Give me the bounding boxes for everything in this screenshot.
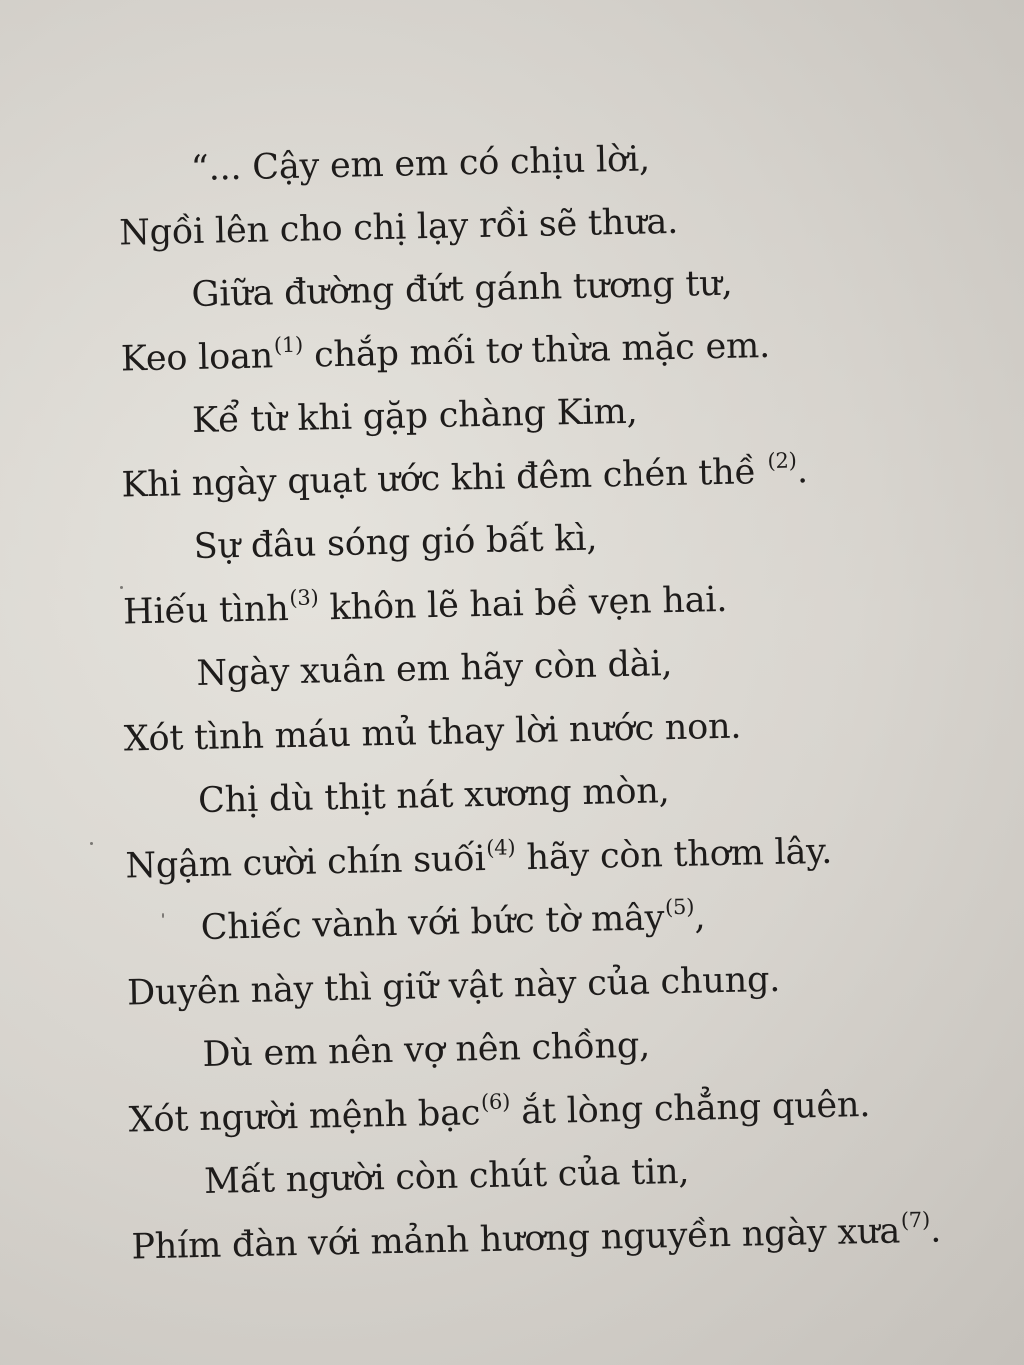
footnote-marker: (2) bbox=[767, 448, 797, 473]
footnote-marker: (4) bbox=[485, 835, 516, 860]
poem-line: Xót người mệnh bạc$^{(6)}$ ắt lòng chẳng quên. bbox=[128, 1084, 871, 1141]
poem-line: Hiếu tình$^{(3)}$ khôn lẽ hai bề vẹn hai. bbox=[122, 579, 728, 633]
poem-line: Chị dù thịt nát xương mòn, bbox=[197, 771, 670, 821]
footnote-marker: (3) bbox=[289, 585, 319, 611]
poem-line: “... Cậy em em có chịu lời, bbox=[190, 139, 651, 190]
poem-line: Kể từ khi gặp chàng Kim, bbox=[191, 391, 638, 442]
poem-line: Mất người còn chút của tin, bbox=[203, 1151, 690, 1202]
poem-line: Chiếc vành với bức tờ mây$^{(5)}$, bbox=[200, 894, 706, 948]
poem-line: Sự đâu sóng gió bất kì, bbox=[193, 518, 598, 568]
poem-excerpt bbox=[0, 107, 1024, 1268]
paper-speck bbox=[120, 586, 123, 589]
footnote-marker: (6) bbox=[480, 1089, 511, 1115]
footnote-marker: (7) bbox=[900, 1207, 931, 1233]
poem-line: Giữa đường đứt gánh tương tư, bbox=[191, 263, 733, 316]
poem-line: Duyên này thì giữ vật này của chung. bbox=[126, 959, 781, 1014]
poem-line: Phím đàn với mảnh hương nguyền ngày xưa$^{(7)}$. bbox=[131, 1207, 942, 1268]
footnote-marker: (1) bbox=[273, 332, 304, 358]
poem-line: Keo loan$^{(1)}$ chắp mối tơ thừa mặc em. bbox=[120, 325, 771, 380]
poem-line: Ngày xuân em hãy còn dài, bbox=[196, 644, 673, 695]
paper-speck bbox=[162, 913, 164, 918]
poem-line: Xót tình máu mủ thay lời nước non. bbox=[123, 706, 742, 760]
poem-line: Ngậm cười chín suối$^{(4)}$ hãy còn thơm lây. bbox=[125, 831, 833, 887]
footnote-marker: (5) bbox=[664, 894, 695, 920]
paper-speck bbox=[90, 842, 93, 845]
poem-line: Dù em nên vợ nên chồng, bbox=[202, 1025, 651, 1075]
poem-line: Ngồi lên cho chị lạy rồi sẽ thưa. bbox=[118, 201, 679, 254]
poem-line: Khi ngày quạt ước khi đêm chén thề $^{(2)}$. bbox=[121, 448, 809, 506]
